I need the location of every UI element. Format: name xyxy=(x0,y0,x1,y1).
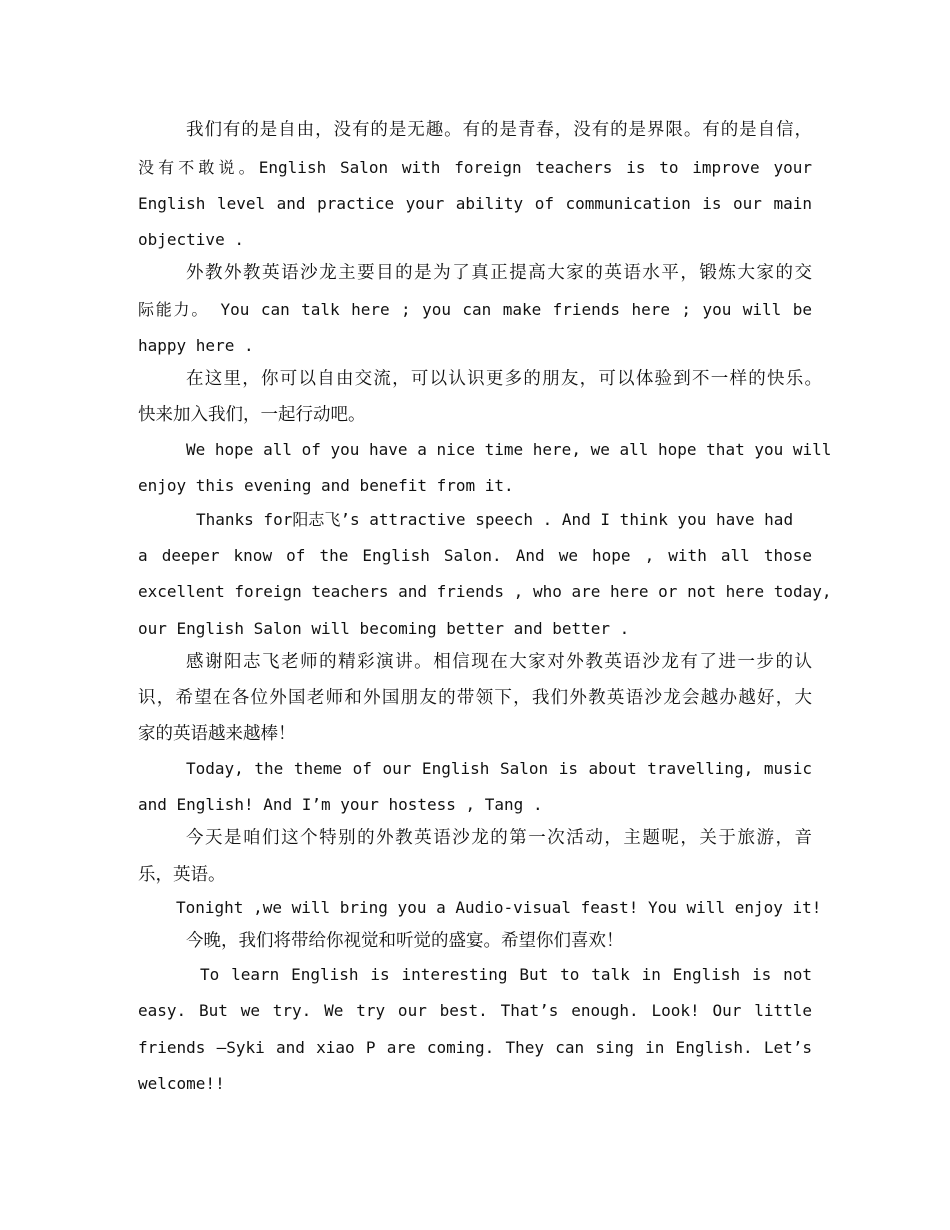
paragraph-3-line-1: 在这里，你可以自由交流，可以认识更多的朋友，可以体验到不一样的快乐。 xyxy=(186,369,822,389)
paragraph-5-line-2: a deeper know of the English Salon. And we hope , with all those xyxy=(138,546,812,565)
paragraph-3-line-2: 快来加入我们，一起行动吧。 xyxy=(138,405,366,425)
paragraph-7-line-2: and English! And I’m your hostess , Tang . xyxy=(138,795,543,814)
paragraph-2-line-2: 际能力。 You can talk here ; you can make friends here ; you will be xyxy=(138,300,812,319)
paragraph-4-line-2: enjoy this evening and benefit from it. xyxy=(138,476,514,495)
paragraph-7-line-1: Today, the theme of our English Salon is about travelling, music xyxy=(186,759,812,778)
paragraph-6-line-3: 家的英语越来越棒！ xyxy=(138,724,296,744)
paragraph-4-line-1: We hope all of you have a nice time here, we all hope that you will xyxy=(186,440,832,459)
paragraph-6-line-1: 感谢阳志飞老师的精彩演讲。相信现在大家对外教英语沙龙有了进一步的认 xyxy=(186,652,812,672)
paragraph-5-line-1: Thanks for阳志飞’s attractive speech . And I think you have had xyxy=(196,510,794,529)
paragraph-5-line-4: our English Salon will becoming better and better . xyxy=(138,619,630,638)
paragraph-2-line-3: happy here . xyxy=(138,336,254,355)
paragraph-11-line-2: easy. But we try. We try our best. That’s enough. Look! Our little xyxy=(138,1001,812,1020)
paragraph-1-line-1: 我们有的是自由，没有的是无趣。有的是青春，没有的是界限。有的是自信， xyxy=(186,120,812,140)
paragraph-2-line-1: 外教外教英语沙龙主要目的是为了真正提高大家的英语水平，锻炼大家的交 xyxy=(186,263,812,283)
paragraph-1-line-2: 没有不敢说。English Salon with foreign teachers is to improve your xyxy=(138,158,812,177)
paragraph-8-line-2: 乐，英语。 xyxy=(138,865,226,885)
paragraph-1-line-3: English level and practice your ability of communication is our main xyxy=(138,194,812,213)
paragraph-5-line-3: excellent foreign teachers and friends , who are here or not here today, xyxy=(138,582,832,601)
paragraph-10-line-1: 今晚，我们将带给你视觉和听觉的盛宴。希望你们喜欢！ xyxy=(186,931,624,951)
paragraph-1-line-4: objective . xyxy=(138,230,244,249)
paragraph-11-line-4: welcome!! xyxy=(138,1074,225,1093)
paragraph-6-line-2: 识，希望在各位外国老师和外国朋友的带领下，我们外教英语沙龙会越办越好，大 xyxy=(138,688,812,708)
paragraph-8-line-1: 今天是咱们这个特别的外教英语沙龙的第一次活动，主题呢，关于旅游，音 xyxy=(186,828,812,848)
paragraph-11-line-3: friends –Syki and xiao P are coming. They can sing in English. Let’s xyxy=(138,1038,812,1057)
paragraph-11-line-1: To learn English is interesting But to talk in English is not xyxy=(200,965,812,984)
paragraph-9-line-1: Tonight ,we will bring you a Audio-visual feast! You will enjoy it! xyxy=(176,898,822,917)
